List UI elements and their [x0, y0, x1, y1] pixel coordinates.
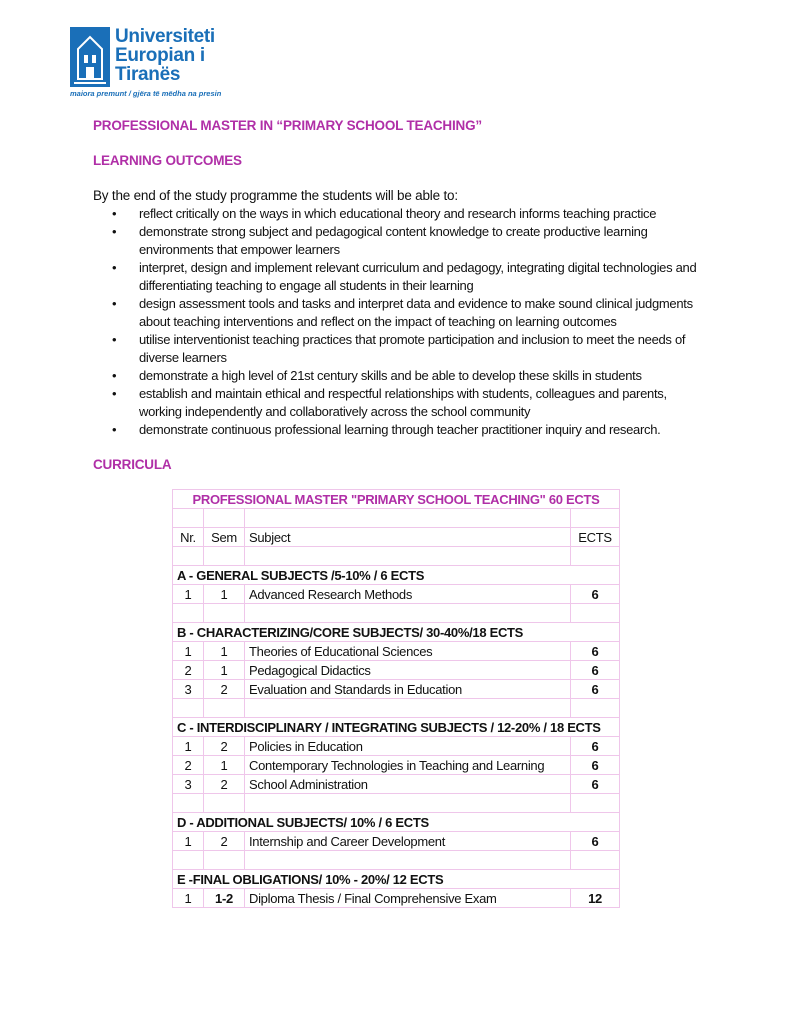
cell-ects: 6 [571, 775, 620, 794]
header-nr: Nr. [173, 528, 204, 547]
cell-ects: 6 [571, 642, 620, 661]
bullet-icon: • [112, 206, 117, 221]
cell-sem: 2 [204, 832, 245, 851]
building-icon [70, 27, 110, 87]
cell-nr: 1 [173, 889, 204, 908]
cell-ects: 6 [571, 680, 620, 699]
spacer-row [173, 794, 620, 813]
cell-subject: Policies in Education [245, 737, 571, 756]
table-title-row [173, 490, 620, 509]
bullet-icon: • [112, 332, 117, 347]
cell-nr: 3 [173, 680, 204, 699]
table-row [173, 642, 620, 661]
cell-subject: Evaluation and Standards in Education [245, 680, 571, 699]
spacer-row [173, 547, 620, 566]
cell-subject: School Administration [245, 775, 571, 794]
bullet-icon: • [112, 296, 117, 311]
spacer-row [173, 509, 620, 528]
cell-nr: 1 [173, 585, 204, 604]
cell-nr: 1 [173, 832, 204, 851]
cell-sem: 2 [204, 737, 245, 756]
cell-sem: 1 [204, 756, 245, 775]
table-title: PROFESSIONAL MASTER "PRIMARY SCHOOL TEACHING" 60 ECTS [173, 490, 620, 509]
spacer-row [173, 851, 620, 870]
cell-sem: 1 [204, 642, 245, 661]
cell-sem: 1 [204, 585, 245, 604]
list-item: • interpret, design and implement relevant curriculum and pedagogy, integrating digital technologies and differentiating teaching to engage all students in their learning [112, 260, 697, 293]
cell-ects: 6 [571, 661, 620, 680]
table-row [173, 737, 620, 756]
header-ects: ECTS [571, 528, 620, 547]
group-title: B - CHARACTERIZING/CORE SUBJECTS/ 30-40%/18 ECTS [173, 623, 620, 642]
cell-ects: 6 [571, 832, 620, 851]
learning-outcomes-list [112, 205, 712, 439]
table-row [173, 680, 620, 699]
group-title-row [173, 623, 620, 642]
list-item: • reflect critically on the ways in which educational theory and research informs teaching practice [112, 206, 657, 221]
learning-outcomes-heading: LEARNING OUTCOMES [93, 153, 242, 168]
group-title-row [173, 718, 620, 737]
list-item: • demonstrate continuous professional learning through teacher practitioner inquiry and research. [112, 422, 661, 437]
group-title-row [173, 813, 620, 832]
university-logo [70, 26, 222, 100]
cell-subject: Diploma Thesis / Final Comprehensive Exam [245, 889, 571, 908]
outcomes-intro: By the end of the study programme the students will be able to: [93, 188, 458, 203]
bullet-icon: • [112, 422, 117, 437]
list-item: • demonstrate a high level of 21st century skills and be able to develop these skills in students [112, 368, 642, 383]
list-item: • design assessment tools and tasks and interpret data and evidence to make sound clinical judgments about teaching interventions and reflect on the impact of teaching on learning outcomes [112, 296, 693, 329]
table-row [173, 889, 620, 908]
logo-line-1: Universiteti [115, 26, 215, 47]
cell-nr: 1 [173, 642, 204, 661]
cell-ects: 6 [571, 585, 620, 604]
table-row [173, 775, 620, 794]
university-name [115, 27, 215, 84]
cell-nr: 2 [173, 756, 204, 775]
bullet-icon: • [112, 260, 117, 275]
spacer-row [173, 699, 620, 718]
bullet-icon: • [112, 386, 117, 401]
table-row [173, 832, 620, 851]
programme-title: PROFESSIONAL MASTER IN “PRIMARY SCHOOL TEACHING” [93, 118, 482, 133]
list-item: • demonstrate strong subject and pedagogical content knowledge to create productive learning environments that empower learners [112, 224, 648, 257]
group-title-row [173, 870, 620, 889]
list-item: • utilise interventionist teaching practices that promote participation and inclusion to meet the needs of diverse learners [112, 332, 686, 365]
group-title: A - GENERAL SUBJECTS /5-10% / 6 ECTS [173, 566, 620, 585]
logo-tagline: maiora premunt / gjëra të mëdha na presin [70, 89, 222, 98]
logo-line-3: Tiranës [115, 64, 181, 85]
table-row [173, 756, 620, 775]
curricula-heading: CURRICULA [93, 457, 172, 472]
cell-sem: 1 [204, 661, 245, 680]
group-title: E -FINAL OBLIGATIONS/ 10% - 20%/ 12 ECTS [173, 870, 620, 889]
spacer-row [173, 604, 620, 623]
bullet-icon: • [112, 224, 117, 239]
table-row [173, 661, 620, 680]
cell-subject: Pedagogical Didactics [245, 661, 571, 680]
cell-nr: 1 [173, 737, 204, 756]
cell-subject: Contemporary Technologies in Teaching and Learning [245, 756, 571, 775]
list-item: • establish and maintain ethical and respectful relationships with students, colleagues and parents, working independently and collaboratively across the school community [112, 386, 667, 419]
header-sem: Sem [204, 528, 245, 547]
cell-subject: Theories of Educational Sciences [245, 642, 571, 661]
group-title: D - ADDITIONAL SUBJECTS/ 10% / 6 ECTS [173, 813, 620, 832]
cell-subject: Advanced Research Methods [245, 585, 571, 604]
cell-ects: 6 [571, 737, 620, 756]
cell-nr: 2 [173, 661, 204, 680]
logo-line-2: Europian i [115, 45, 205, 66]
group-title: C - INTERDISCIPLINARY / INTEGRATING SUBJECTS / 12-20% / 18 ECTS [173, 718, 620, 737]
cell-nr: 3 [173, 775, 204, 794]
cell-ects: 6 [571, 756, 620, 775]
cell-subject: Internship and Career Development [245, 832, 571, 851]
cell-sem: 2 [204, 680, 245, 699]
curriculum-table [172, 489, 620, 908]
cell-sem: 2 [204, 775, 245, 794]
group-title-row [173, 566, 620, 585]
header-subject: Subject [245, 528, 571, 547]
cell-ects: 12 [571, 889, 620, 908]
cell-sem: 1-2 [204, 889, 245, 908]
table-row [173, 585, 620, 604]
bullet-icon: • [112, 368, 117, 383]
table-header-row [173, 528, 620, 547]
